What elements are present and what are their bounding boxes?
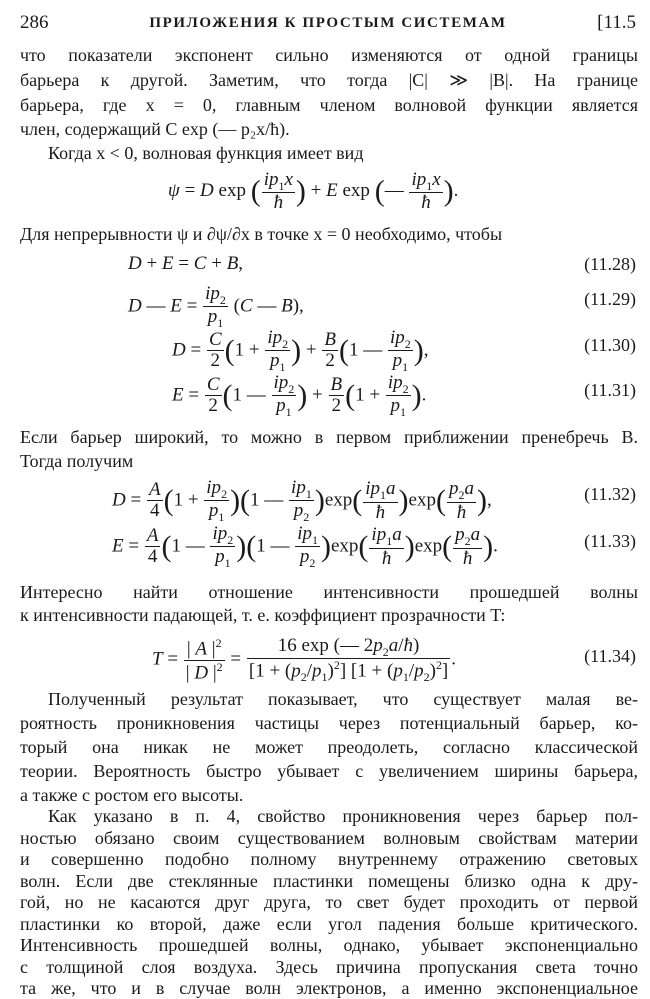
equation-11-34: T = $\frac{| A |^2}{| D |^2}$ = $\frac{16 \exp (— 2p_2a/ħ)}{[1 + (p_2/p_1)^2] [1 + (p_1/p_2)^2]}$ . <box>152 635 456 685</box>
page-number: 286 <box>20 12 49 33</box>
text-line: та же, что и в случае волн электронов, а именно экспоненциальное <box>20 978 638 998</box>
text-line: барьера, где x = 0, главным членом волновой функции является <box>20 95 638 115</box>
equation-number: (11.32) <box>584 484 636 504</box>
equation-number: (11.33) <box>584 531 636 551</box>
text-line: к интенсивности падающей, т. е. коэффициент прозрачности T: <box>20 605 506 625</box>
page-header <box>20 6 636 36</box>
text-line: Полученный результат показывает, что существует малая ве- <box>48 689 638 709</box>
text-line: и совершенно подобно полному внутреннему отражению световых <box>20 849 638 869</box>
equation-psi: ψ = D exp ( $\frac{ip_1x}{ħ}$ ) + E exp (— $\frac{ip_1x}{ħ}$ ). <box>168 169 459 214</box>
text-line: Тогда получим <box>20 451 134 471</box>
text-line: волн. Если две стеклянные пластинки помещены близко одна к дру- <box>20 870 638 891</box>
equation-number: (11.28) <box>584 254 636 274</box>
text-line: пластинки ко второй, даже если угол падения больше критического. <box>20 913 638 934</box>
equation-number: (11.29) <box>584 289 636 309</box>
text-line: с толщиной слоя воздуха. Здесь причина пропускания света точно <box>20 956 638 977</box>
section-number: [11.5 <box>597 12 636 33</box>
text-line: роятность проникновения частицы через потенциальный барьер, ко- <box>20 713 638 733</box>
equation-11-30: D = $\frac{C}{2}$ (1 + $\frac{ip_2}{p_1}$ ) + $\frac{B}{2}$ (1 — $\frac{ip_2}{p_1}$ ), <box>172 327 429 375</box>
equation-11-33: E = $\frac{A}{4}$ (1 — $\frac{ip_2}{p_1}$ )(1 — $\frac{ip_1}{p_2}$ )exp( $\frac{ip_1a}{ħ}$ )exp( $\frac{p_2a}{ħ}$ ). <box>112 523 498 571</box>
equation-11-28: D + E = C + B, <box>128 253 244 274</box>
text-line: что показатели экспонент сильно изменяются от одной границы <box>20 45 638 65</box>
equation-number: (11.30) <box>584 335 636 355</box>
text-line: Для непрерывности ψ и ∂ψ/∂x в точке x = 0 необходимо, чтобы <box>20 224 503 244</box>
text-line: Как указано в п. 4, свойство проникновения через барьер пол- <box>48 806 638 826</box>
text-line: гой, но не касаются друг друга, то свет будет проходить от первой <box>20 892 638 912</box>
text-line: Если барьер широкий, то можно в первом приближении пренебречь B. <box>20 427 638 447</box>
equation-11-29: D — E = $\frac{ip_2}{p_1}$ (C — B), <box>128 283 304 331</box>
equation-number: (11.31) <box>584 380 636 400</box>
equation-11-31: E = $\frac{C}{2}$ (1 — $\frac{ip_2}{p_1}$ ) + $\frac{B}{2}$ (1 + $\frac{ip_2}{p_1}$ ). <box>172 372 427 420</box>
equation-11-32: D = $\frac{A}{4}$ (1 + $\frac{ip_2}{p_1}$ )(1 — $\frac{ip_1}{p_2}$ )exp( $\frac{ip_1a}{ħ}$ )exp( $\frac{p_2a}{ħ}$ ), <box>112 477 492 525</box>
text-line: Интенсивность прошедшей волны, однако, убывает экспоненциально <box>20 935 638 955</box>
text-line: торый она никак не может преодолеть, согласно классической <box>20 737 638 757</box>
text-line: барьера к другой. Заметим, что тогда |C| ≫ |B|. На границе <box>20 70 638 90</box>
text-line: ностью обязано своим существованием волновым свойствам материи <box>20 827 638 848</box>
running-title: ПРИЛОЖЕНИЯ К ПРОСТЫМ СИСТЕМАМ <box>149 15 507 31</box>
text-line: Интересно найти отношение интенсивности прошедшей волны <box>20 582 638 602</box>
text-line: Когда x < 0, волновая функция имеет вид <box>48 143 364 163</box>
text-line: а также с ростом его высоты. <box>20 785 244 805</box>
text-line: теории. Вероятность быстро убывает с увеличением ширины барьера, <box>20 761 638 781</box>
text-line: член, содержащий C exp (— p₂x/ħ). <box>20 119 290 139</box>
equation-number: (11.34) <box>584 646 636 666</box>
